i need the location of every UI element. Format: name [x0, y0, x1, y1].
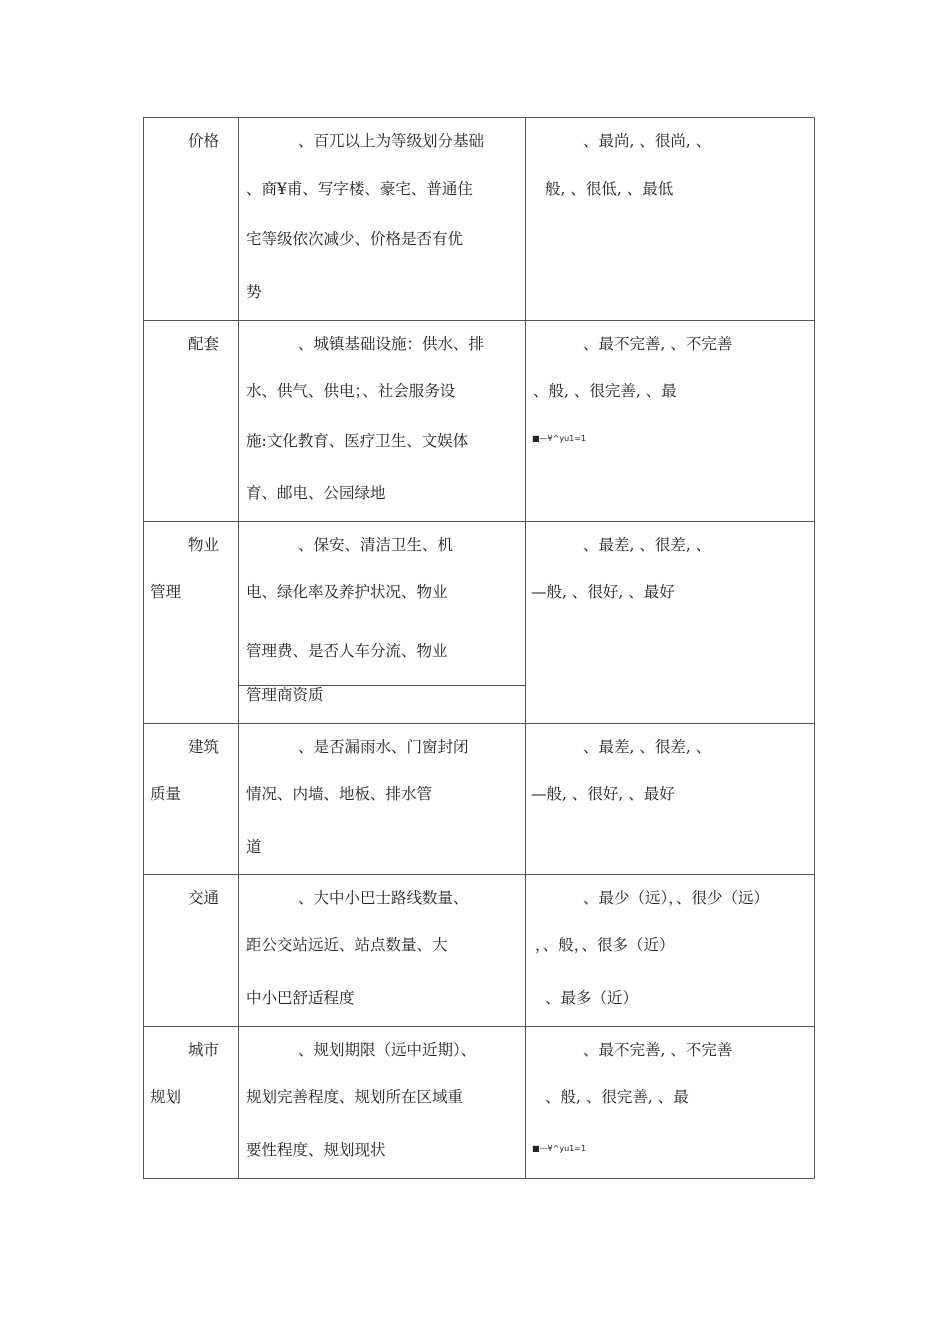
- factor-text: 质量: [150, 785, 182, 803]
- grade-line: —般, 、很好, 、最好: [531, 583, 675, 601]
- grade-cell: [526, 522, 815, 724]
- content-line: 、规划期限（远中近期）、: [298, 1041, 477, 1059]
- grade-cell: [526, 321, 815, 522]
- content-line: 、商¥甫、写字楼、豪宅、普通住: [246, 180, 473, 198]
- factor-text: 管理: [150, 583, 182, 601]
- content-line: 道: [246, 838, 262, 856]
- content-line: 育、邮电、公园绿地: [246, 484, 386, 502]
- grade-cell: [526, 724, 815, 875]
- factor-text: 建筑: [188, 738, 220, 756]
- factor-cell: [144, 118, 239, 321]
- content-cell: [239, 321, 526, 522]
- grade-note: ■—¥^yu1=1: [532, 1144, 587, 1153]
- factor-cell: [144, 522, 239, 724]
- content-line: 、保安、清洁卫生、机: [298, 536, 454, 554]
- grade-line: 、最差, 、很差, 、: [583, 738, 712, 756]
- table-row: [144, 724, 815, 875]
- content-line: 情况、内墙、地板、排水管: [246, 785, 433, 803]
- factor-cell: [144, 1027, 239, 1179]
- content-line: 宅等级依次减少、价格是否有优: [246, 230, 464, 248]
- grade-line: 、般, 、很完善, 、最: [533, 382, 677, 400]
- factor-cell: [144, 875, 239, 1027]
- content-cell: [239, 724, 526, 875]
- factor-text: 价格: [188, 132, 220, 150]
- content-line: 中小巴舒适程度: [246, 989, 355, 1007]
- content-line: 电、绿化率及养护状况、物业: [246, 583, 448, 601]
- table-row: [144, 1027, 815, 1179]
- content-line: 水、供气、供电；、社会服务设: [246, 382, 456, 400]
- factor-text: 配套: [188, 335, 220, 353]
- table-row: [144, 321, 815, 522]
- content-line: 、是否漏雨水、门窗封闭: [298, 738, 469, 756]
- grade-line: 、最不完善, 、不完善: [583, 1041, 733, 1059]
- grade-cell: [526, 118, 815, 321]
- factor-text: 物业: [188, 536, 220, 554]
- factor-cell: [144, 321, 239, 522]
- content-line: 势: [246, 283, 262, 301]
- content-line: 管理商资质: [246, 686, 324, 704]
- grade-line: 、最差, 、很差, 、: [583, 536, 712, 554]
- grade-line: ，、般，、很多（近）: [535, 936, 675, 954]
- grade-line: 般, 、很低, 、最低: [545, 180, 674, 198]
- grade-note: ■—¥^yu1=1: [532, 434, 587, 443]
- grade-cell: [526, 1027, 815, 1179]
- grade-line: 、最不完善, 、不完善: [583, 335, 733, 353]
- grade-line: 、最多（近）: [545, 989, 639, 1007]
- grade-line: 、般, 、很完善, 、最: [545, 1088, 689, 1106]
- factor-cell: [144, 724, 239, 875]
- content-cell: [239, 875, 526, 1027]
- content-cell: [239, 118, 526, 321]
- factor-text: 交通: [188, 889, 220, 907]
- content-line: 规划完善程度、规划所在区域重: [246, 1088, 464, 1106]
- evaluation-table: [143, 117, 815, 1179]
- factor-text: 城市: [188, 1041, 220, 1059]
- grade-line: 、最尚, 、很尚, 、: [583, 132, 712, 150]
- content-line: 、百兀以上为等级划分基础: [298, 132, 485, 150]
- grade-line: —般, 、很好, 、最好: [531, 785, 675, 803]
- grade-cell: [526, 875, 815, 1027]
- grade-line: 、最少（远），、很少（远）: [583, 889, 770, 907]
- content-line: 施:文化教育、医疗卫生、文娱体: [246, 432, 469, 450]
- content-line: 距公交站远近、站点数量、大: [246, 936, 448, 954]
- content-cell: [239, 1027, 526, 1179]
- content-line: 、城镇基础设施：供水、排: [298, 335, 485, 353]
- content-line: 要性程度、规划现状: [246, 1141, 386, 1159]
- factor-text: 规划: [150, 1088, 182, 1106]
- content-line: 、大中小巴士路线数量、: [298, 889, 469, 907]
- table-row: [144, 875, 815, 1027]
- content-line: 管理费、是否人车分流、物业: [246, 642, 448, 660]
- table-row: [144, 522, 815, 724]
- content-cell: [239, 522, 526, 724]
- table-row: [144, 118, 815, 321]
